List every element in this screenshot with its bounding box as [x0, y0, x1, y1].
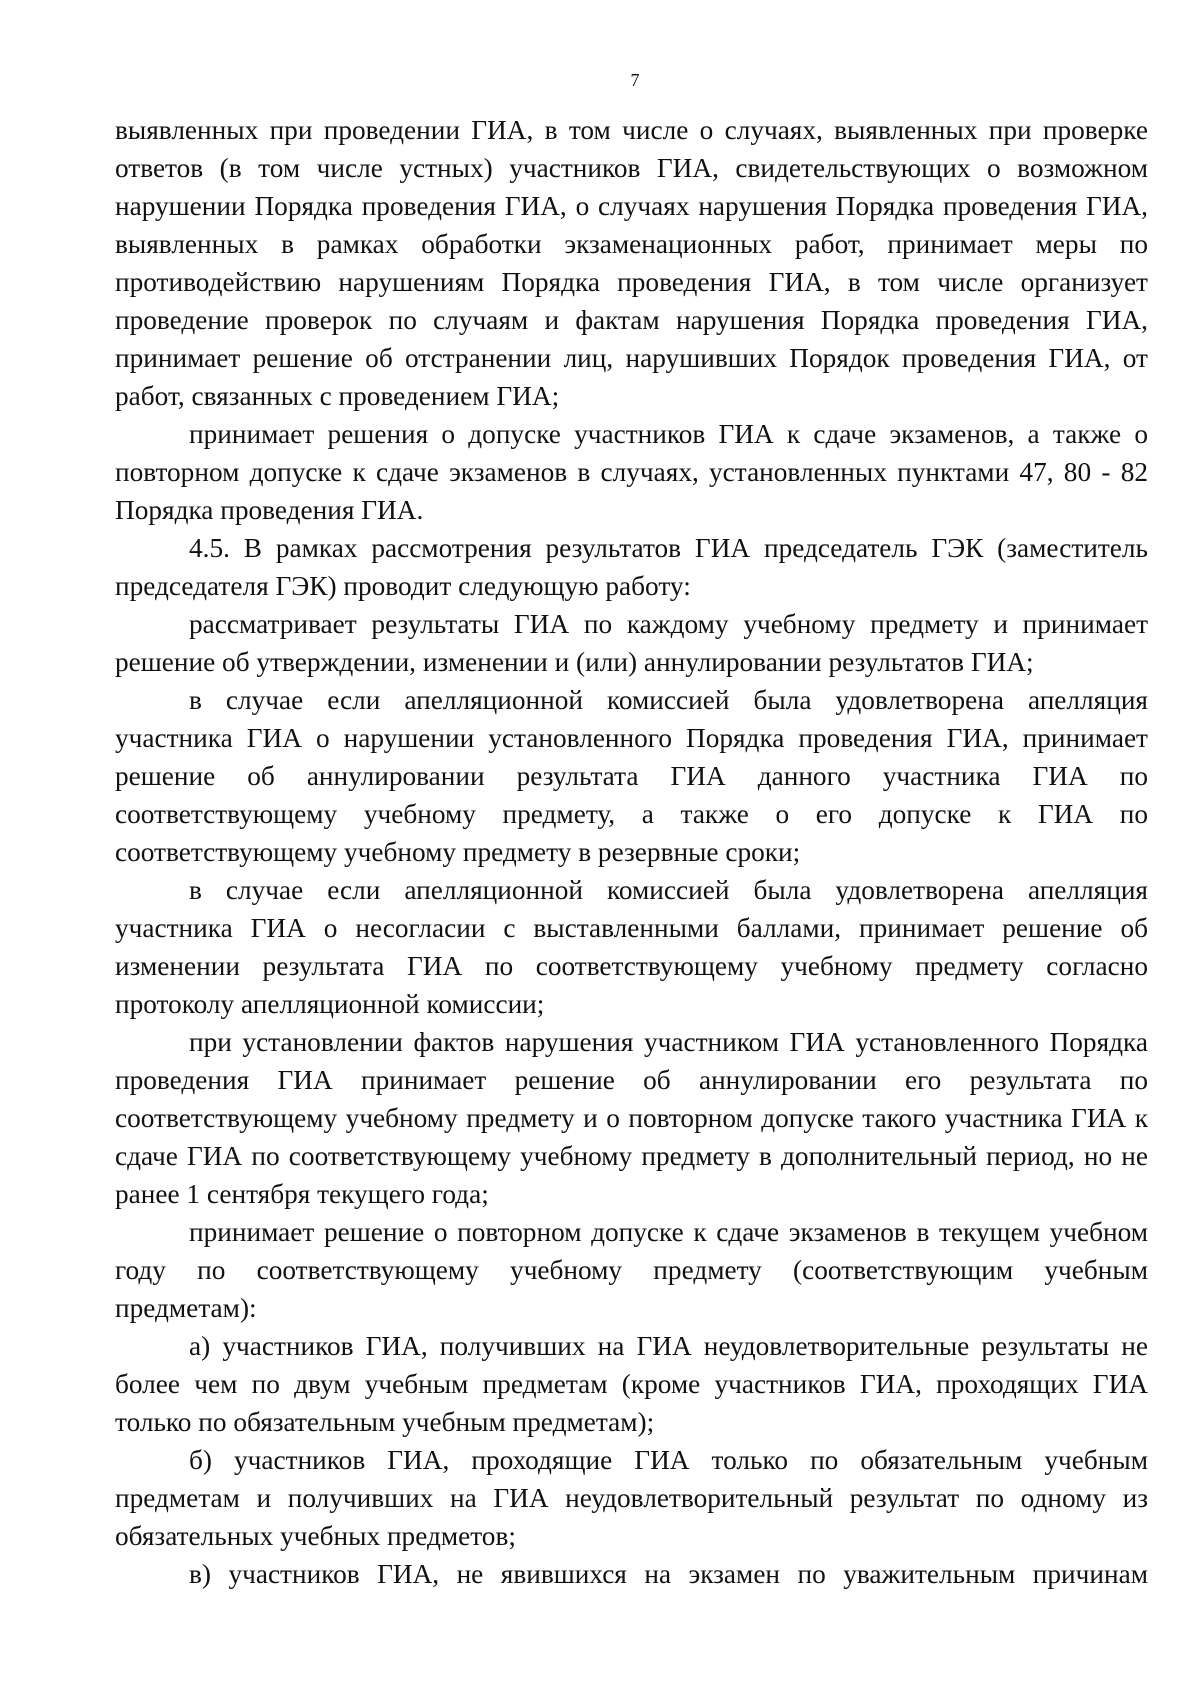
paragraph-4: рассматривает результаты ГИА по каждому учебному предмету и принимает решение об утверждении, изменении и (или) аннулировании результатов ГИА; [115, 609, 1148, 677]
paragraph-3: 4.5. В рамках рассмотрения результатов ГИА председатель ГЭК (заместитель председателя ГЭК) проводит следующую работу: [115, 533, 1148, 601]
document-body [115, 111, 1148, 1593]
paragraph-6: в случае если апелляционной комиссией была удовлетворена апелляция участника ГИА о несогласии с выставленными баллами, принимает решение об изменении результата ГИА по соответствующему учебному предмету согласно протоколу апелляционной комиссии; [115, 875, 1148, 1019]
paragraph-5: в случае если апелляционной комиссией была удовлетворена апелляция участника ГИА о нарушении установленного Порядка проведения ГИА, принимает решение об аннулировании результата ГИА данного участника ГИА по соответствующему учебному предмету, а также о его допуске к ГИА по соответствующему учебному предмету в резервные сроки; [115, 685, 1148, 867]
paragraph-10: б) участников ГИА, проходящие ГИА только по обязательным учебным предметам и получивших на ГИА неудовлетворительный результат по одному из обязательных учебных предметов; [115, 1445, 1148, 1551]
paragraph-2: принимает решения о допуске участников ГИА к сдаче экзаменов, а также о повторном допуске к сдаче экзаменов в случаях, установленных пунктами 47, 80 - 82 Порядка проведения ГИА. [115, 419, 1148, 525]
paragraph-1: выявленных при проведении ГИА, в том числе о случаях, выявленных при проверке ответов (в том числе устных) участников ГИА, свидетельствующих о возможном нарушении Порядка проведения ГИА, о случаях нарушения Порядка проведения ГИА, выявленных в рамках обработки экзаменационных работ, принимает меры по противодействию нарушениям Порядка проведения ГИА, в том числе организует проведение проверок по случаям и фактам нарушения Порядка проведения ГИА, принимает решение об отстранении лиц, нарушивших Порядок проведения ГИА, от работ, связанных с проведением ГИА; [115, 115, 1148, 411]
paragraph-9: а) участников ГИА, получивших на ГИА неудовлетворительные результаты не более чем по двум учебным предметам (кроме участников ГИА, проходящих ГИА только по обязательным учебным предметам); [115, 1331, 1148, 1437]
paragraph-8: принимает решение о повторном допуске к сдаче экзаменов в текущем учебном году по соответствующему учебному предмету (соответствующим учебным предметам): [115, 1217, 1148, 1323]
page-number: 7 [630, 70, 640, 90]
paragraph-7: при установлении фактов нарушения участником ГИА установленного Порядка проведения ГИА принимает решение об аннулировании его результата по соответствующему учебному предмету и о повторном допуске такого участника ГИА к сдаче ГИА по соответствующему учебному предмету в дополнительный период, но не ранее 1 сентября текущего года; [115, 1027, 1148, 1209]
paragraph-11: в) участников ГИА, не явившихся на экзамен по уважительным причинам [189, 1559, 1148, 1589]
